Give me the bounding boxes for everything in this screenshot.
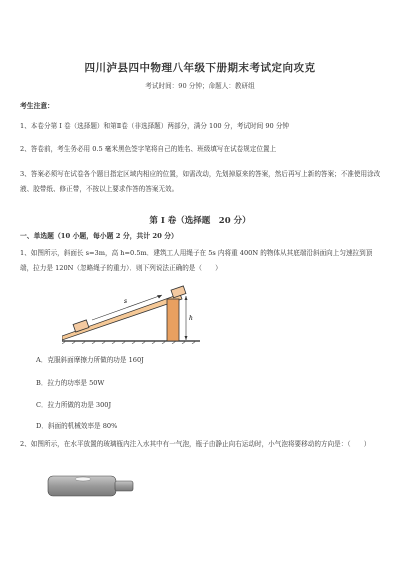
support-post	[167, 299, 179, 341]
block-top	[171, 286, 186, 298]
bottle-figure	[47, 474, 137, 498]
incline-figure	[62, 282, 217, 344]
exam-subtitle: 考试时间：90 分钟；命题人：教研组	[145, 82, 255, 90]
question-1-stem: 1、如图所示，斜面长 s=3m，高 h=0.5m．建筑工人用绳子在 5s 内将重 400N 的物体从其底端沿斜面向上匀速拉到顶端，拉力是 120N（忽略绳子的重力）．则下列说法正确的是（ ）	[20, 249, 373, 272]
label-s: s	[124, 298, 128, 305]
q1-option-b: B．拉力的功率是 50W	[36, 379, 105, 387]
air-bubble	[75, 477, 91, 481]
notice-item-1: 1、本卷分第 I 卷（选择题）和第Ⅱ卷（非选择题）两部分，满分 100 分，考试时间 90 分钟	[20, 122, 290, 130]
q1-option-d: D．斜面的机械效率是 80%	[36, 422, 118, 430]
notice-item-2: 2、答卷前，考生务必用 0.5 毫米黑色签字笔将自己的姓名、班级填写在试卷规定位置上	[20, 145, 277, 153]
question-2-stem: 2、如图所示，在水平放置的玻璃瓶内注入水其中有一气泡，瓶子由静止向右运动时，小气泡将要移动的方向是：（ ）	[20, 440, 371, 448]
label-h: h	[189, 315, 193, 322]
incline-plank	[62, 294, 182, 340]
notice-item-3: 3、答案必须写在试卷各个题目指定区域内相应的位置，如需改动，先划掉原来的答案，然后再写上新的答案；不准使用涂改液、胶带纸、修正带，不按以上要求作答的答案无效。	[20, 170, 381, 193]
q1-option-c: C．拉力所做的功是 300J	[36, 401, 112, 409]
notice-heading: 考生注意：	[20, 102, 54, 110]
exam-title: 四川泸县四中物理八年级下册期末考试定向攻克	[84, 62, 316, 74]
part-heading: 一、单选题（10 小题，每小题 2 分，共计 20 分）	[20, 232, 178, 240]
q1-option-a: A．克服斜面摩擦力所做的功是 160J	[36, 356, 144, 364]
section-title: 第 I 卷（选择题 20 分）	[149, 216, 251, 226]
bottle-neck	[115, 481, 133, 491]
